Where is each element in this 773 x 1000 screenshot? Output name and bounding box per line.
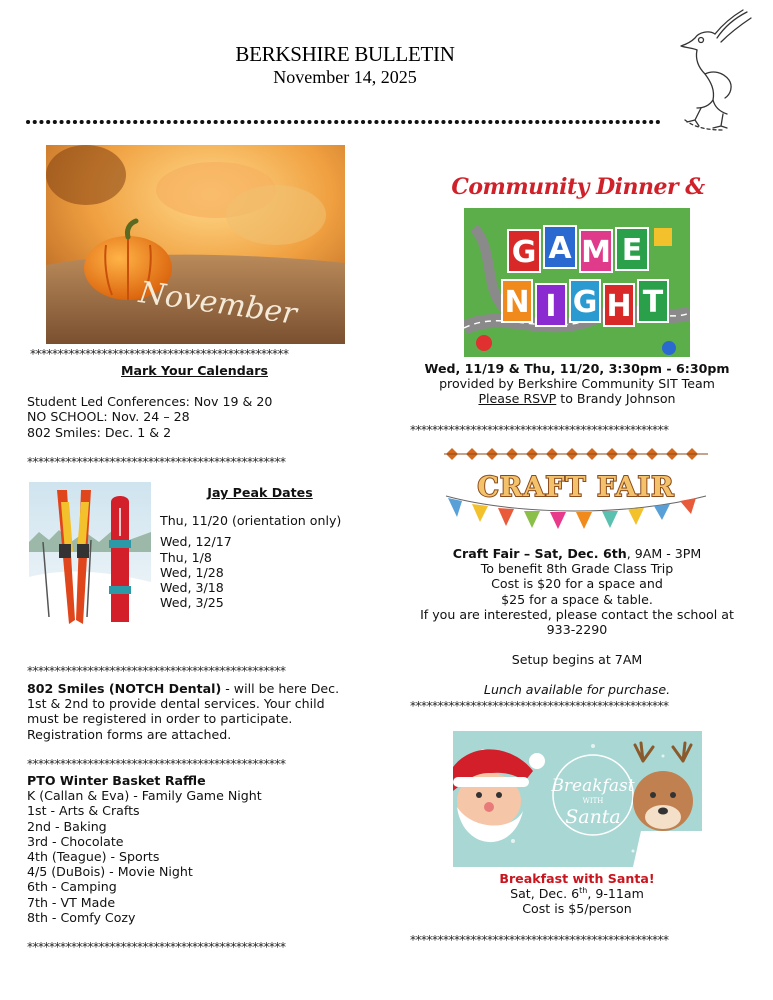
svg-text:I: I	[545, 289, 557, 324]
craft-fair-time: , 9AM - 3PM	[626, 546, 702, 561]
smiles-text: - will be here Dec.	[221, 681, 340, 696]
jay-peak-date: Wed, 1/28	[160, 564, 224, 580]
craft-fair-text: 933-2290	[546, 622, 608, 638]
game-night-image	[464, 208, 690, 357]
stars-divider: ***********************************************	[27, 455, 286, 469]
svg-text:H: H	[606, 289, 632, 324]
calendar-heading: Mark Your Calendars	[121, 363, 268, 378]
calendar-item: NO SCHOOL: Nov. 24 – 28	[27, 409, 190, 425]
raffle-item: 6th - Camping	[27, 879, 117, 895]
rsvp-text: to Brandy Johnson	[556, 391, 676, 407]
santa-image-text-santa: Santa	[565, 806, 621, 828]
craft-fair-setup: Setup begins at 7AM	[511, 652, 643, 668]
calendar-item: Student Led Conferences: Nov 19 & 20	[27, 394, 273, 410]
breakfast-santa-image	[453, 731, 702, 867]
stars-divider: ***********************************************	[27, 664, 286, 678]
svg-text:M: M	[581, 235, 611, 270]
stars-divider: ***********************************************	[27, 757, 286, 771]
santa-title: Breakfast with Santa!	[499, 871, 655, 886]
svg-text:N: N	[504, 285, 530, 320]
santa-image-text-with: WITH	[582, 797, 604, 805]
header-dotted-divider	[26, 118, 666, 126]
jay-peak-date: Thu, 1/8	[160, 549, 212, 565]
stars-divider: ***********************************************	[410, 423, 669, 437]
craft-fair-text: If you are interested, please contact the school at	[420, 606, 734, 622]
raffle-item: 7th - VT Made	[27, 894, 116, 910]
calendar-item: 802 Smiles: Dec. 1 & 2	[27, 424, 172, 440]
jay-peak-heading: Jay Peak Dates	[207, 485, 313, 500]
jay-peak-date: Wed, 3/25	[160, 595, 224, 611]
november-pumpkin-image	[46, 145, 345, 344]
craft-fair-banner-text: CRAFT FAIR	[477, 472, 675, 503]
stars-divider: ***********************************************	[410, 699, 669, 713]
craft-fair-text: Cost is $20 for a space and	[491, 576, 663, 592]
dinner-provided: provided by Berkshire Community SIT Team	[439, 376, 715, 392]
santa-when-time: , 9-11am	[587, 886, 644, 902]
raffle-item: 4/5 (DuBois) - Movie Night	[27, 864, 193, 880]
svg-text:E: E	[621, 233, 643, 268]
stars-divider: ***********************************************	[410, 933, 669, 947]
craft-fair-banner-image	[440, 440, 712, 540]
stars-divider: ***********************************************	[30, 347, 289, 361]
santa-cost: Cost is $5/person	[522, 901, 632, 917]
bulletin-date: November 14, 2025	[273, 67, 417, 87]
smiles-text: 1st & 2nd to provide dental services. Your child	[27, 696, 325, 712]
santa-when-suffix: th	[579, 886, 588, 896]
craft-fair-text: $25 for a space & table.	[501, 591, 653, 607]
raffle-item: 4th (Teague) - Sports	[27, 849, 160, 865]
santa-when: Sat, Dec. 6	[510, 886, 580, 902]
craft-fair-heading: Craft Fair – Sat, Dec. 6th	[452, 546, 627, 561]
raffle-item: 8th - Comfy Cozy	[27, 909, 136, 925]
community-dinner-title: Community Dinner &	[451, 174, 705, 200]
jay-peak-date: Thu, 11/20 (orientation only)	[160, 513, 342, 529]
raffle-item: K (Callan & Eva) - Family Game Night	[27, 788, 262, 804]
smiles-text: Registration forms are attached.	[27, 726, 232, 742]
jay-peak-date: Wed, 3/18	[160, 580, 224, 596]
craft-fair-lunch: Lunch available for purchase.	[483, 682, 671, 698]
raffle-item: 3rd - Chocolate	[27, 833, 124, 849]
svg-text:G: G	[511, 235, 537, 270]
raffle-item: 2nd - Baking	[27, 818, 107, 834]
roadrunner-logo	[665, 8, 760, 133]
bulletin-title: BERKSHIRE BULLETIN	[235, 42, 455, 66]
night-letters	[502, 280, 668, 326]
smiles-text: must be registered in order to participate.	[27, 711, 293, 727]
smiles-heading: 802 Smiles (NOTCH Dental)	[27, 681, 222, 696]
stars-divider: ***********************************************	[27, 940, 286, 954]
dinner-when: Wed, 11/19 & Thu, 11/20, 3:30pm - 6:30pm	[424, 361, 730, 376]
raffle-item: 1st - Arts & Crafts	[27, 803, 140, 819]
rsvp-link[interactable]: Please RSVP	[478, 391, 557, 407]
november-image-text: November	[136, 275, 299, 332]
santa-image-text-breakfast: Breakfast	[551, 776, 635, 796]
jay-peak-date: Wed, 12/17	[160, 534, 232, 550]
skis-image	[29, 482, 151, 629]
svg-text:T: T	[642, 285, 664, 320]
svg-text:A: A	[548, 231, 572, 266]
raffle-heading: PTO Winter Basket Raffle	[27, 773, 206, 788]
svg-text:G: G	[572, 285, 598, 320]
craft-fair-text: To benefit 8th Grade Class Trip	[480, 561, 674, 577]
